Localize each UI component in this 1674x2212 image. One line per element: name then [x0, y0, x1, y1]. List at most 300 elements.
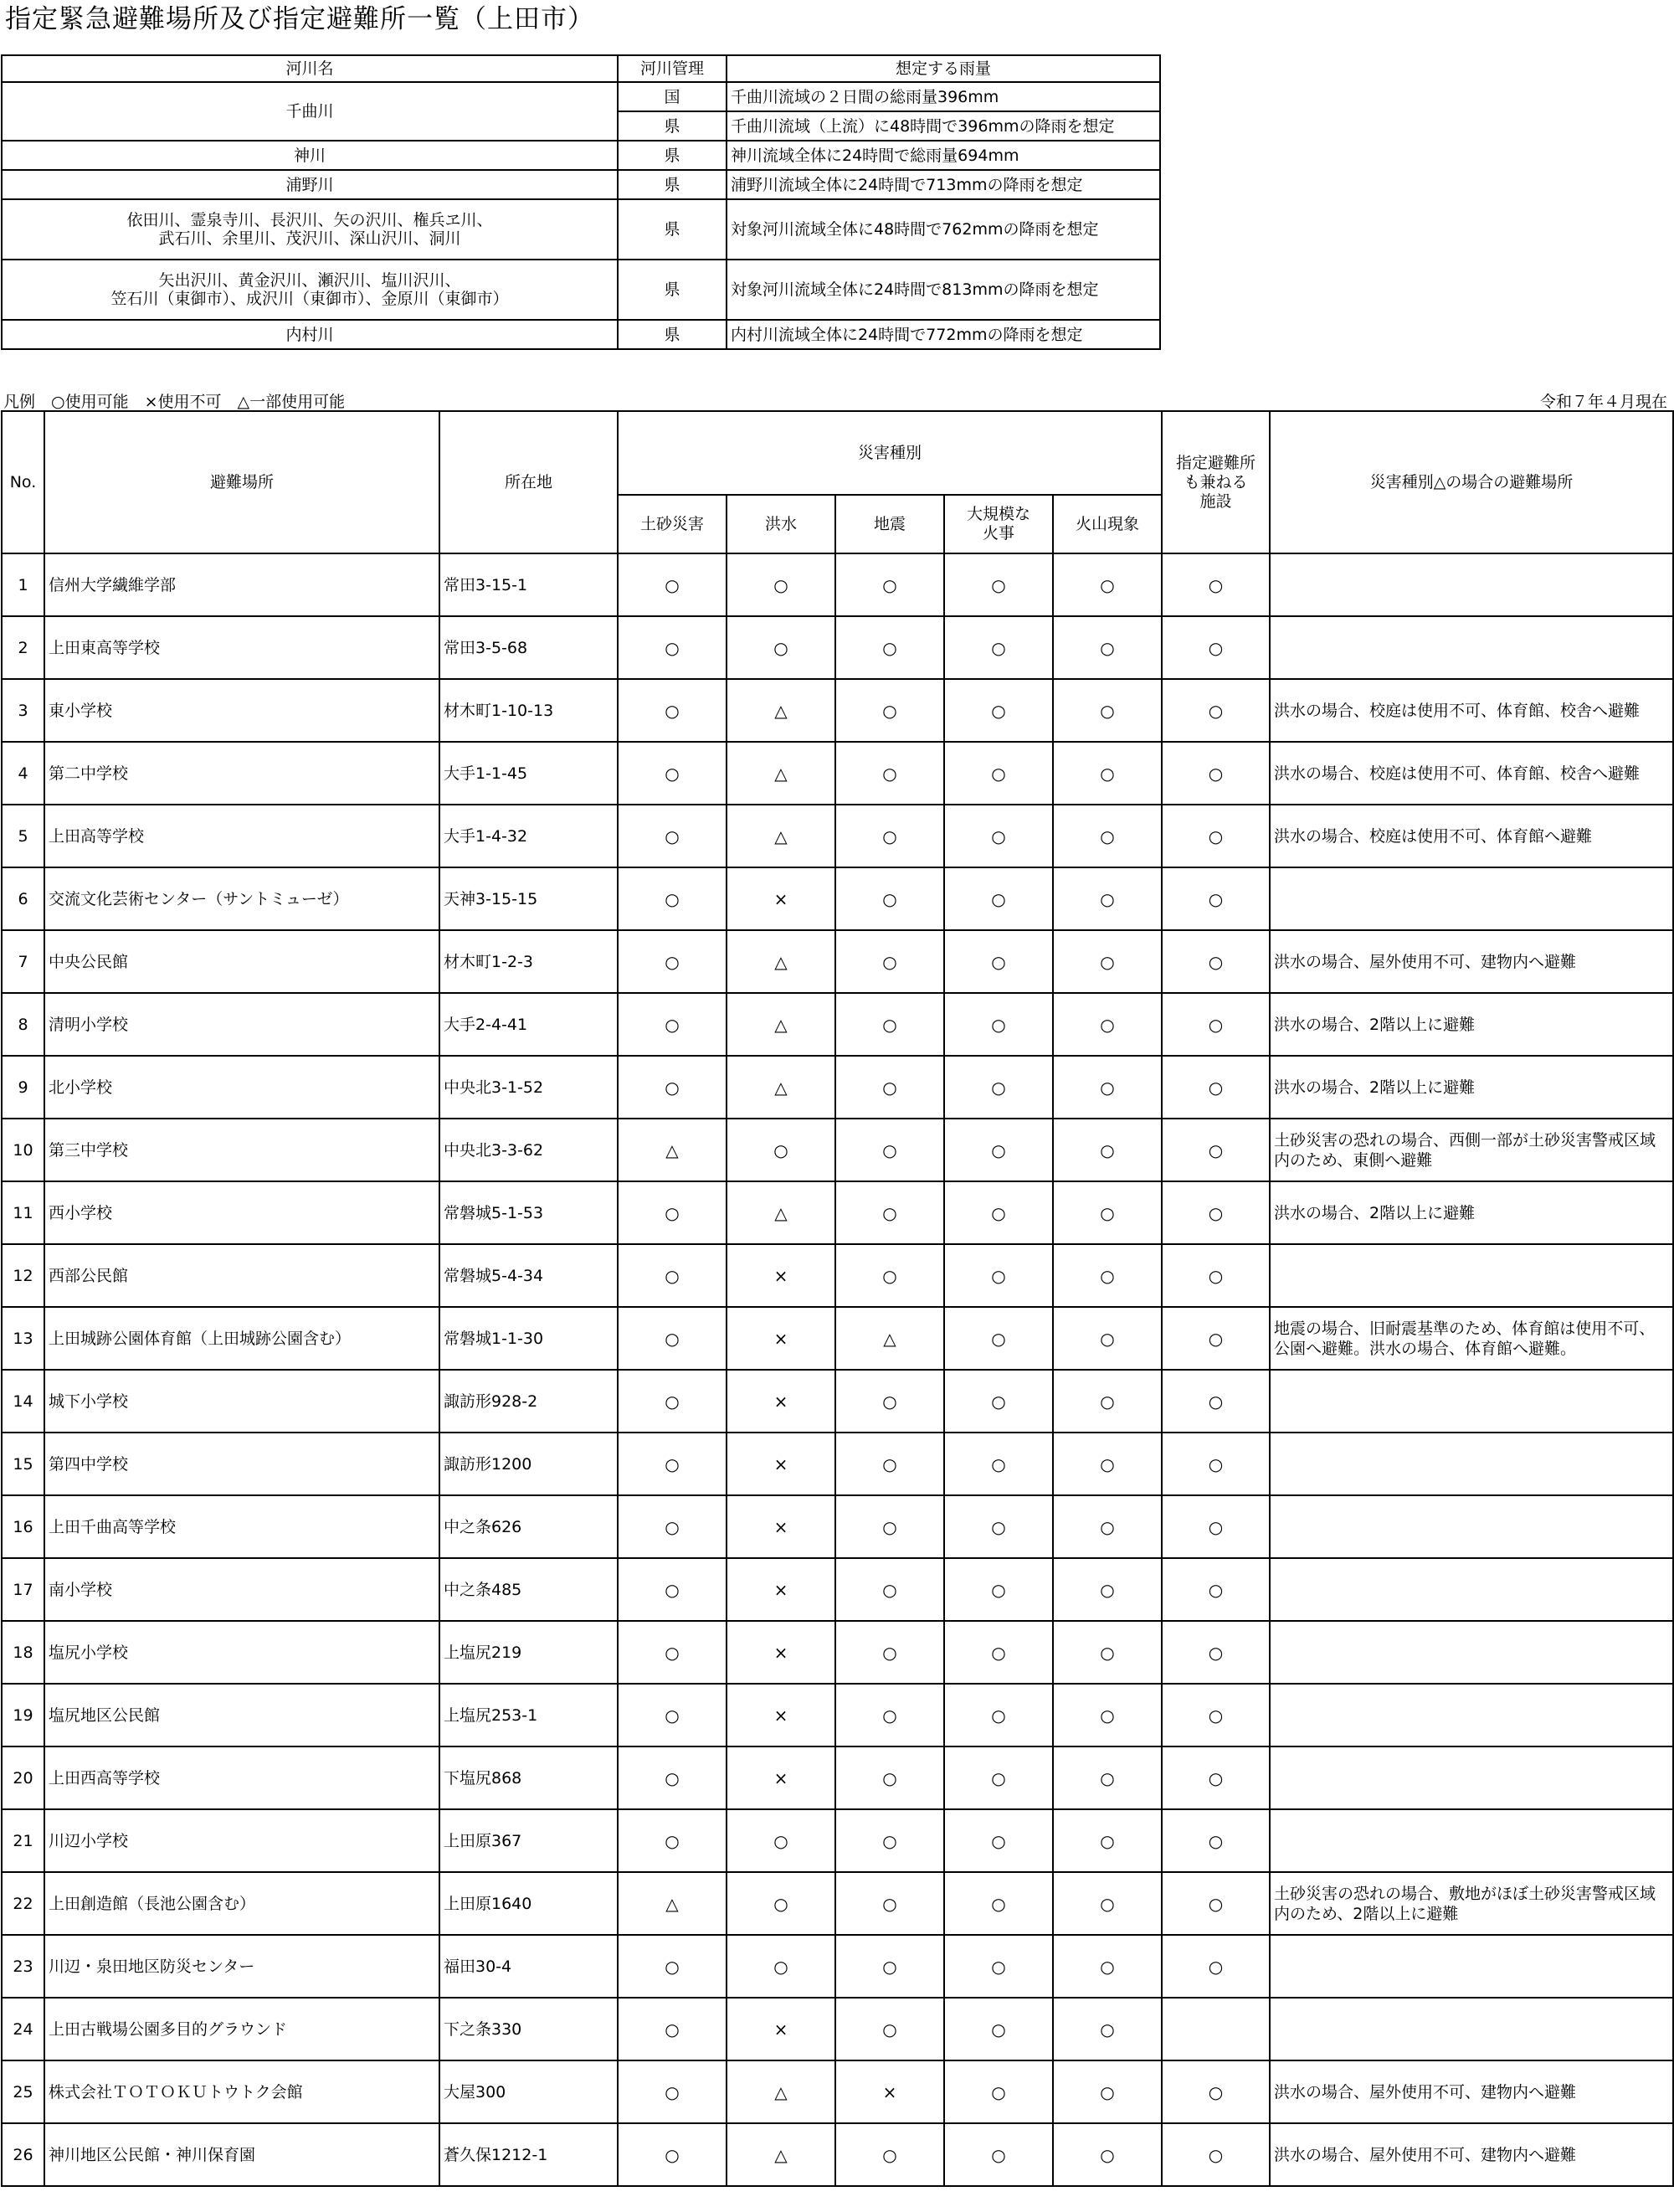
row-number: 13 — [2, 1307, 44, 1370]
table-row — [2, 930, 1673, 993]
availability-mark: ○ — [727, 616, 835, 679]
shelter-name: 北小学校 — [44, 1056, 439, 1119]
availability-mark: ○ — [1053, 1684, 1162, 1746]
shelter-note — [1270, 867, 1673, 930]
table-row — [2, 2123, 1673, 2186]
river-table — [1, 54, 1161, 350]
shelter-name: 川辺小学校 — [44, 1809, 439, 1872]
shelter-name: 上田創造館（長池公園含む） — [44, 1872, 439, 1935]
availability-mark: ○ — [1053, 679, 1162, 742]
river-manager-cell: 県 — [618, 260, 727, 320]
river-name-line: 武石川、余里川、茂沢川、深山沢川、洞川 — [158, 229, 461, 248]
availability-mark: ○ — [944, 1056, 1053, 1119]
availability-mark: ○ — [1053, 1433, 1162, 1495]
availability-mark: ○ — [835, 1998, 944, 2060]
availability-mark — [1162, 1998, 1270, 2060]
availability-mark: ○ — [944, 1244, 1053, 1307]
availability-mark: ○ — [944, 930, 1053, 993]
river-row — [2, 82, 1160, 111]
availability-mark: ○ — [1053, 1495, 1162, 1558]
availability-mark: ○ — [1162, 1056, 1270, 1119]
availability-mark: ○ — [944, 1621, 1053, 1684]
shelter-name: 西小学校 — [44, 1181, 439, 1244]
shelter-address: 下塩尻868 — [439, 1746, 618, 1809]
availability-mark: ○ — [618, 1495, 727, 1558]
availability-mark: × — [727, 1307, 835, 1370]
river-name-cell: 千曲川 — [2, 82, 618, 141]
availability-mark: × — [727, 1998, 835, 2060]
river-name-cell: 浦野川 — [2, 170, 618, 199]
availability-mark: ○ — [1162, 1935, 1270, 1998]
availability-mark: ○ — [835, 742, 944, 805]
shelter-address: 上田原367 — [439, 1809, 618, 1872]
table-row — [2, 1181, 1673, 1244]
shelter-address: 大屋300 — [439, 2060, 618, 2123]
river-name-line: 笠石川（東御市）、成沢川（東御市）、金原川（東御市） — [110, 290, 509, 308]
row-number: 4 — [2, 742, 44, 805]
shelter-address: 上塩尻253-1 — [439, 1684, 618, 1746]
availability-mark: ○ — [618, 1746, 727, 1809]
shelter-note — [1270, 1935, 1673, 1998]
availability-mark: ○ — [1053, 867, 1162, 930]
river-name-cell: 神川 — [2, 141, 618, 170]
shelter-name: 上田東高等学校 — [44, 616, 439, 679]
shelter-address: 上塩尻219 — [439, 1621, 618, 1684]
shelter-address: 上田原1640 — [439, 1872, 618, 1935]
page-title: 指定緊急避難場所及び指定避難所一覧（上田市） — [5, 4, 594, 34]
availability-mark: ○ — [835, 1244, 944, 1307]
availability-mark: ○ — [1053, 553, 1162, 616]
shelter-address: 常磐城5-4-34 — [439, 1244, 618, 1307]
availability-mark: ○ — [727, 1809, 835, 1872]
shelter-name: 信州大学繊維学部 — [44, 553, 439, 616]
availability-mark: ○ — [1162, 867, 1270, 930]
table-row — [2, 1056, 1673, 1119]
availability-mark: ○ — [944, 805, 1053, 867]
availability-mark: ○ — [1053, 805, 1162, 867]
availability-mark: ○ — [618, 1998, 727, 2060]
shelter-name: 西部公民館 — [44, 1244, 439, 1307]
availability-mark: △ — [727, 679, 835, 742]
availability-mark: ○ — [1162, 1621, 1270, 1684]
availability-mark: ○ — [1162, 553, 1270, 616]
shelter-note: 洪水の場合、2階以上に避難 — [1270, 1056, 1673, 1119]
shelter-table — [1, 410, 1674, 2187]
availability-mark: ○ — [1162, 1872, 1270, 1935]
availability-mark: ○ — [1162, 1119, 1270, 1181]
row-number: 11 — [2, 1181, 44, 1244]
availability-mark: ○ — [727, 1872, 835, 1935]
availability-mark: × — [727, 1684, 835, 1746]
availability-mark: △ — [727, 805, 835, 867]
river-name-line: 矢出沢川、黄金沢川、瀬沢川、塩川沢川、 — [158, 271, 461, 290]
shelter-address: 大手1-4-32 — [439, 805, 618, 867]
availability-mark: ○ — [1162, 1684, 1270, 1746]
shelter-note: 洪水の場合、屋外使用不可、建物内へ避難 — [1270, 930, 1673, 993]
availability-mark: ○ — [618, 1370, 727, 1433]
availability-mark: △ — [618, 1872, 727, 1935]
river-row — [2, 141, 1160, 170]
availability-mark: × — [727, 1558, 835, 1621]
availability-mark: ○ — [618, 1056, 727, 1119]
row-number: 3 — [2, 679, 44, 742]
table-row — [2, 1558, 1673, 1621]
availability-mark: ○ — [618, 1181, 727, 1244]
shelter-note — [1270, 553, 1673, 616]
availability-mark: ○ — [944, 1746, 1053, 1809]
availability-mark: ○ — [835, 1684, 944, 1746]
availability-mark: ○ — [1162, 679, 1270, 742]
shelter-name: 城下小学校 — [44, 1370, 439, 1433]
availability-mark: × — [727, 1244, 835, 1307]
availability-mark: ○ — [1162, 1307, 1270, 1370]
availability-mark: ○ — [1053, 1621, 1162, 1684]
availability-mark: △ — [727, 742, 835, 805]
availability-mark: ○ — [835, 1370, 944, 1433]
availability-mark: ○ — [835, 1935, 944, 1998]
availability-mark: ○ — [618, 1621, 727, 1684]
river-header-cell: 想定する雨量 — [727, 55, 1160, 82]
header-disaster-3: 地震 — [835, 495, 944, 553]
header-disaster-1: 土砂災害 — [618, 495, 727, 553]
table-row — [2, 1872, 1673, 1935]
river-manager-cell: 国 — [618, 82, 727, 111]
legend: 凡例 ○使用可能 ×使用不可 △一部使用可能 — [3, 393, 346, 411]
availability-mark: ○ — [1053, 1809, 1162, 1872]
availability-mark: ○ — [618, 867, 727, 930]
availability-mark: ○ — [618, 679, 727, 742]
shelter-address: 天神3-15-15 — [439, 867, 618, 930]
availability-mark: ○ — [944, 1370, 1053, 1433]
shelter-address: 下之条330 — [439, 1998, 618, 2060]
shelter-address: 大手1-1-45 — [439, 742, 618, 805]
table-row — [2, 1244, 1673, 1307]
availability-mark: ○ — [835, 679, 944, 742]
availability-mark: ○ — [944, 2060, 1053, 2123]
availability-mark: ○ — [835, 1872, 944, 1935]
shelter-name: 上田西高等学校 — [44, 1746, 439, 1809]
availability-mark: × — [727, 1746, 835, 1809]
row-number: 23 — [2, 1935, 44, 1998]
availability-mark: ○ — [1053, 1370, 1162, 1433]
shelter-note: 洪水の場合、校庭は使用不可、体育館、校舎へ避難 — [1270, 679, 1673, 742]
availability-mark: ○ — [1053, 742, 1162, 805]
shelter-address: 中央北3-1-52 — [439, 1056, 618, 1119]
availability-mark: ○ — [1162, 2060, 1270, 2123]
availability-mark: ○ — [835, 1809, 944, 1872]
table-row — [2, 679, 1673, 742]
availability-mark: ○ — [1053, 1746, 1162, 1809]
availability-mark: ○ — [944, 1433, 1053, 1495]
table-row — [2, 867, 1673, 930]
availability-mark: ○ — [835, 616, 944, 679]
availability-mark: ○ — [1053, 2060, 1162, 2123]
availability-mark: ○ — [1162, 616, 1270, 679]
shelter-address: 諏訪形1200 — [439, 1433, 618, 1495]
river-row — [2, 320, 1160, 349]
shelter-address: 大手2-4-41 — [439, 993, 618, 1056]
availability-mark: ○ — [1053, 1558, 1162, 1621]
shelter-note: 洪水の場合、校庭は使用不可、体育館、校舎へ避難 — [1270, 742, 1673, 805]
availability-mark: ○ — [944, 1307, 1053, 1370]
river-manager-cell: 県 — [618, 320, 727, 349]
river-row — [2, 170, 1160, 199]
availability-mark: ○ — [1162, 2123, 1270, 2186]
river-manager-cell: 県 — [618, 199, 727, 260]
availability-mark: ○ — [835, 2123, 944, 2186]
table-row — [2, 1621, 1673, 1684]
shelter-name: 第三中学校 — [44, 1119, 439, 1181]
river-row — [2, 199, 1160, 260]
table-row — [2, 2060, 1673, 2123]
shelter-note: 洪水の場合、校庭は使用不可、体育館へ避難 — [1270, 805, 1673, 867]
shelter-note — [1270, 1433, 1673, 1495]
shelter-name: 塩尻地区公民館 — [44, 1684, 439, 1746]
shelter-name: 上田千曲高等学校 — [44, 1495, 439, 1558]
shelter-note — [1270, 1746, 1673, 1809]
availability-mark: ○ — [618, 1684, 727, 1746]
shelter-address: 中央北3-3-62 — [439, 1119, 618, 1181]
river-rain-cell: 対象河川流域全体に24時間で813mmの降雨を想定 — [727, 260, 1160, 320]
row-number: 2 — [2, 616, 44, 679]
availability-mark: ○ — [1053, 2123, 1162, 2186]
river-rain-cell: 千曲川流域の２日間の総雨量396mm — [727, 82, 1160, 111]
row-number: 10 — [2, 1119, 44, 1181]
availability-mark: △ — [727, 1181, 835, 1244]
row-number: 24 — [2, 1998, 44, 2060]
header-disaster-type: 災害種別 — [618, 411, 1162, 495]
river-manager-cell: 県 — [618, 111, 727, 141]
availability-mark: ○ — [1162, 1433, 1270, 1495]
availability-mark: ○ — [618, 1558, 727, 1621]
availability-mark: ○ — [1053, 1935, 1162, 1998]
shelter-address: 中之条485 — [439, 1558, 618, 1621]
availability-mark: ○ — [1162, 1809, 1270, 1872]
table-row — [2, 1746, 1673, 1809]
shelter-note — [1270, 1621, 1673, 1684]
as-of-date: 令和７年４月現在 — [1539, 393, 1667, 411]
river-name-line: 依田川、霊泉寺川、長沢川、矢の沢川、権兵ヱ川、 — [126, 211, 493, 229]
table-row — [2, 1998, 1673, 2060]
header-disaster-2: 洪水 — [727, 495, 835, 553]
availability-mark: ○ — [835, 553, 944, 616]
availability-mark: ○ — [1162, 805, 1270, 867]
availability-mark: ○ — [1162, 993, 1270, 1056]
row-number: 19 — [2, 1684, 44, 1746]
table-row — [2, 616, 1673, 679]
availability-mark: ○ — [1162, 742, 1270, 805]
row-number: 15 — [2, 1433, 44, 1495]
shelter-name: 第二中学校 — [44, 742, 439, 805]
header-note: 災害種別△の場合の避難場所 — [1270, 411, 1673, 553]
availability-mark: ○ — [944, 1684, 1053, 1746]
availability-mark: ○ — [944, 1809, 1053, 1872]
table-row — [2, 1809, 1673, 1872]
shelter-address: 常磐城1-1-30 — [439, 1307, 618, 1370]
shelter-address: 蒼久保1212-1 — [439, 2123, 618, 2186]
shelter-note — [1270, 1244, 1673, 1307]
availability-mark: × — [727, 1495, 835, 1558]
river-rain-cell: 千曲川流域（上流）に48時間で396mmの降雨を想定 — [727, 111, 1160, 141]
row-number: 25 — [2, 2060, 44, 2123]
header-no: No. — [2, 411, 44, 553]
header-shelter: 避難場所 — [44, 411, 439, 553]
availability-mark: ○ — [835, 993, 944, 1056]
availability-mark: ○ — [1162, 1370, 1270, 1433]
header-disaster-5: 火山現象 — [1053, 495, 1162, 553]
shelter-note — [1270, 1998, 1673, 2060]
availability-mark: ○ — [944, 1935, 1053, 1998]
availability-mark: ○ — [944, 1119, 1053, 1181]
availability-mark: ○ — [944, 742, 1053, 805]
table-row — [2, 805, 1673, 867]
availability-mark: ○ — [835, 1558, 944, 1621]
availability-mark: ○ — [835, 1621, 944, 1684]
shelter-address: 福田30-4 — [439, 1935, 618, 1998]
availability-mark: ○ — [727, 1935, 835, 1998]
row-number: 26 — [2, 2123, 44, 2186]
availability-mark: ○ — [618, 1433, 727, 1495]
river-rain-cell: 神川流域全体に24時間で総雨量694mm — [727, 141, 1160, 170]
river-rain-cell: 浦野川流域全体に24時間で713mmの降雨を想定 — [727, 170, 1160, 199]
shelter-name: 株式会社ＴＯＴＯＫＵトウトク会館 — [44, 2060, 439, 2123]
shelter-note: 洪水の場合、屋外使用不可、建物内へ避難 — [1270, 2123, 1673, 2186]
availability-mark: ○ — [1053, 993, 1162, 1056]
availability-mark: × — [727, 1621, 835, 1684]
shelter-note: 洪水の場合、2階以上に避難 — [1270, 993, 1673, 1056]
availability-mark: △ — [618, 1119, 727, 1181]
availability-mark: ○ — [835, 1056, 944, 1119]
availability-mark: ○ — [1053, 616, 1162, 679]
availability-mark: ○ — [944, 1872, 1053, 1935]
shelter-name: 塩尻小学校 — [44, 1621, 439, 1684]
shelter-note: 土砂災害の恐れの場合、西側一部が土砂災害警戒区域内のため、東側へ避難 — [1270, 1119, 1673, 1181]
river-row — [2, 260, 1160, 320]
row-number: 5 — [2, 805, 44, 867]
shelter-note — [1270, 1809, 1673, 1872]
availability-mark: ○ — [835, 1495, 944, 1558]
row-number: 16 — [2, 1495, 44, 1558]
river-manager-cell: 県 — [618, 141, 727, 170]
availability-mark: △ — [727, 2060, 835, 2123]
availability-mark: ○ — [835, 1746, 944, 1809]
table-row — [2, 1433, 1673, 1495]
availability-mark: ○ — [1053, 1119, 1162, 1181]
river-name-cell — [2, 199, 618, 260]
availability-mark: ○ — [1053, 1998, 1162, 2060]
availability-mark: ○ — [1162, 1746, 1270, 1809]
table-row — [2, 1495, 1673, 1558]
shelter-note: 洪水の場合、屋外使用不可、建物内へ避難 — [1270, 2060, 1673, 2123]
availability-mark: × — [727, 1370, 835, 1433]
availability-mark: ○ — [618, 993, 727, 1056]
shelter-name: 交流文化芸術センター（サントミューゼ） — [44, 867, 439, 930]
availability-mark: ○ — [835, 1181, 944, 1244]
shelter-name: 上田高等学校 — [44, 805, 439, 867]
availability-mark: △ — [727, 993, 835, 1056]
availability-mark: ○ — [944, 1495, 1053, 1558]
shelter-address: 常田3-15-1 — [439, 553, 618, 616]
availability-mark: ○ — [944, 679, 1053, 742]
shelter-name: 東小学校 — [44, 679, 439, 742]
row-number: 6 — [2, 867, 44, 930]
river-manager-cell: 県 — [618, 170, 727, 199]
shelter-address: 中之条626 — [439, 1495, 618, 1558]
availability-mark: ○ — [1162, 930, 1270, 993]
availability-mark: ○ — [944, 553, 1053, 616]
row-number: 14 — [2, 1370, 44, 1433]
shelter-name: 上田古戦場公園多目的グラウンド — [44, 1998, 439, 2060]
river-name-cell — [2, 260, 618, 320]
shelter-name: 南小学校 — [44, 1558, 439, 1621]
availability-mark: × — [727, 1433, 835, 1495]
river-rain-cell: 内村川流域全体に24時間で772mmの降雨を想定 — [727, 320, 1160, 349]
shelter-name: 中央公民館 — [44, 930, 439, 993]
availability-mark: ○ — [835, 1433, 944, 1495]
availability-mark: ○ — [727, 553, 835, 616]
shelter-note: 洪水の場合、2階以上に避難 — [1270, 1181, 1673, 1244]
shelter-address: 諏訪形928-2 — [439, 1370, 618, 1433]
availability-mark: ○ — [618, 2060, 727, 2123]
shelter-address: 常磐城5-1-53 — [439, 1181, 618, 1244]
row-number: 7 — [2, 930, 44, 993]
table-row — [2, 742, 1673, 805]
availability-mark: ○ — [618, 1935, 727, 1998]
shelter-name: 上田城跡公園体育館（上田城跡公園含む） — [44, 1307, 439, 1370]
shelter-address: 材木町1-10-13 — [439, 679, 618, 742]
shelter-name: 川辺・泉田地区防災センター — [44, 1935, 439, 1998]
table-row — [2, 553, 1673, 616]
table-row — [2, 1684, 1673, 1746]
table-row — [2, 1935, 1673, 1998]
row-number: 12 — [2, 1244, 44, 1307]
row-number: 18 — [2, 1621, 44, 1684]
availability-mark: ○ — [944, 2123, 1053, 2186]
river-header-cell: 河川名 — [2, 55, 618, 82]
shelter-note — [1270, 1558, 1673, 1621]
row-number: 1 — [2, 553, 44, 616]
availability-mark: ○ — [618, 1809, 727, 1872]
availability-mark: ○ — [1053, 1181, 1162, 1244]
river-header-cell: 河川管理 — [618, 55, 727, 82]
row-number: 21 — [2, 1809, 44, 1872]
availability-mark: ○ — [618, 2123, 727, 2186]
availability-mark: ○ — [1162, 1558, 1270, 1621]
availability-mark: ○ — [944, 993, 1053, 1056]
shelter-note: 土砂災害の恐れの場合、敷地がほぼ土砂災害警戒区域内のため、2階以上に避難 — [1270, 1872, 1673, 1935]
shelter-name: 神川地区公民館・神川保育園 — [44, 2123, 439, 2186]
availability-mark: △ — [727, 2123, 835, 2186]
table-row — [2, 1307, 1673, 1370]
availability-mark: ○ — [1053, 1872, 1162, 1935]
header-disaster-4: 大規模な 火事 — [944, 495, 1053, 553]
shelter-note — [1270, 1684, 1673, 1746]
shelter-note — [1270, 1495, 1673, 1558]
river-rain-cell: 対象河川流域全体に48時間で762mmの降雨を想定 — [727, 199, 1160, 260]
row-number: 8 — [2, 993, 44, 1056]
availability-mark: × — [727, 867, 835, 930]
row-number: 17 — [2, 1558, 44, 1621]
availability-mark: ○ — [835, 805, 944, 867]
table-row — [2, 1119, 1673, 1181]
header-designated: 指定避難所 も兼ねる 施設 — [1162, 411, 1270, 553]
shelter-address: 常田3-5-68 — [439, 616, 618, 679]
availability-mark: ○ — [1053, 1307, 1162, 1370]
availability-mark: ○ — [835, 867, 944, 930]
availability-mark: ○ — [1162, 1244, 1270, 1307]
shelter-note — [1270, 616, 1673, 679]
availability-mark: ○ — [618, 805, 727, 867]
